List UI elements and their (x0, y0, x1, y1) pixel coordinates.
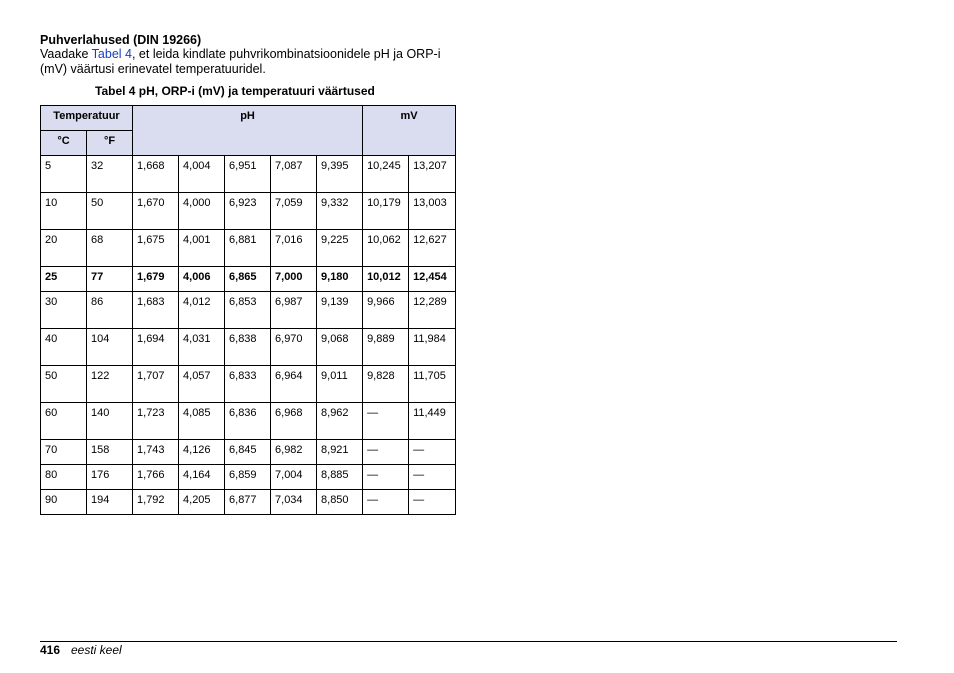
cell-celsius: 25 (41, 267, 87, 292)
cell-mv: 10,179 (363, 193, 409, 230)
cell-ph: 8,885 (317, 465, 363, 490)
table-row (41, 230, 456, 267)
cell-ph: 6,836 (225, 403, 271, 440)
table-row (41, 440, 456, 465)
cell-celsius: 30 (41, 292, 87, 329)
cell-ph: 1,670 (133, 193, 179, 230)
cell-mv: 12,454 (409, 267, 456, 292)
header-fahrenheit: °F (87, 131, 133, 156)
cell-ph: 6,881 (225, 230, 271, 267)
cell-ph: 7,016 (271, 230, 317, 267)
cell-mv: 9,966 (363, 292, 409, 329)
cell-mv: 12,289 (409, 292, 456, 329)
cell-mv: — (409, 465, 456, 490)
cell-celsius: 50 (41, 366, 87, 403)
cell-ph: 6,859 (225, 465, 271, 490)
table-row (41, 193, 456, 230)
cell-ph: 4,057 (179, 366, 225, 403)
cell-fahrenheit: 158 (87, 440, 133, 465)
table-row (41, 329, 456, 366)
cell-ph: 1,694 (133, 329, 179, 366)
cell-mv: — (409, 440, 456, 465)
cell-mv: — (363, 490, 409, 515)
cell-celsius: 90 (41, 490, 87, 515)
cell-ph: 1,675 (133, 230, 179, 267)
cell-mv: — (409, 490, 456, 515)
footer-divider (40, 641, 897, 642)
cell-ph: 8,850 (317, 490, 363, 515)
cell-celsius: 20 (41, 230, 87, 267)
cell-ph: 9,332 (317, 193, 363, 230)
footer-language: eesti keel (71, 643, 122, 657)
cell-ph: 6,833 (225, 366, 271, 403)
cell-ph: 7,087 (271, 156, 317, 193)
cell-ph: 4,164 (179, 465, 225, 490)
intro-text-before: Vaadake (40, 47, 92, 61)
cell-ph: 1,668 (133, 156, 179, 193)
table-row (41, 465, 456, 490)
header-mv: mV (363, 106, 456, 156)
cell-celsius: 40 (41, 329, 87, 366)
cell-mv: — (363, 440, 409, 465)
buffer-table (40, 105, 456, 515)
cell-ph: 6,951 (225, 156, 271, 193)
cell-celsius: 80 (41, 465, 87, 490)
cell-ph: 4,001 (179, 230, 225, 267)
cell-fahrenheit: 32 (87, 156, 133, 193)
cell-celsius: 60 (41, 403, 87, 440)
cell-ph: 1,743 (133, 440, 179, 465)
cell-celsius: 5 (41, 156, 87, 193)
cell-ph: 4,012 (179, 292, 225, 329)
cell-ph: 6,964 (271, 366, 317, 403)
cell-mv: 9,889 (363, 329, 409, 366)
table-caption: Tabel 4 pH, ORP-i (mV) ja temperatuuri väärtused (95, 84, 375, 98)
cell-ph: 9,011 (317, 366, 363, 403)
cell-fahrenheit: 140 (87, 403, 133, 440)
cell-ph: 7,004 (271, 465, 317, 490)
header-celsius: °C (41, 131, 87, 156)
cell-ph: 6,987 (271, 292, 317, 329)
cell-fahrenheit: 194 (87, 490, 133, 515)
cell-mv: 11,705 (409, 366, 456, 403)
cell-mv: 10,245 (363, 156, 409, 193)
cell-ph: 9,395 (317, 156, 363, 193)
cell-celsius: 70 (41, 440, 87, 465)
cell-mv: 10,012 (363, 267, 409, 292)
cell-ph: 6,853 (225, 292, 271, 329)
cell-ph: 6,968 (271, 403, 317, 440)
cell-ph: 6,845 (225, 440, 271, 465)
cell-mv: — (363, 465, 409, 490)
table-row (41, 267, 456, 292)
cell-mv: 10,062 (363, 230, 409, 267)
cell-ph: 9,225 (317, 230, 363, 267)
cell-fahrenheit: 50 (87, 193, 133, 230)
cell-ph: 1,683 (133, 292, 179, 329)
cell-ph: 4,006 (179, 267, 225, 292)
intro-paragraph (40, 47, 460, 77)
cell-ph: 8,921 (317, 440, 363, 465)
cell-ph: 6,982 (271, 440, 317, 465)
intro-text-after: , et leida kindlate puhvrikombinatsioonidele pH ja ORP-i (mV) väärtusi erinevatel temperatuuridel. (40, 47, 441, 76)
cell-mv: 12,627 (409, 230, 456, 267)
cell-ph: 4,205 (179, 490, 225, 515)
cell-ph: 7,059 (271, 193, 317, 230)
cell-ph: 8,962 (317, 403, 363, 440)
table-row (41, 156, 456, 193)
cell-ph: 4,004 (179, 156, 225, 193)
section-title: Puhverlahused (DIN 19266) (40, 33, 202, 47)
cell-ph: 6,838 (225, 329, 271, 366)
header-temperature: Temperatuur (41, 106, 133, 131)
cell-ph: 7,000 (271, 267, 317, 292)
cell-fahrenheit: 122 (87, 366, 133, 403)
cell-ph: 7,034 (271, 490, 317, 515)
cell-ph: 1,707 (133, 366, 179, 403)
cell-ph: 6,877 (225, 490, 271, 515)
table-row (41, 366, 456, 403)
cell-fahrenheit: 68 (87, 230, 133, 267)
cell-ph: 6,970 (271, 329, 317, 366)
cell-mv: 9,828 (363, 366, 409, 403)
cell-ph: 1,766 (133, 465, 179, 490)
cell-mv: 13,207 (409, 156, 456, 193)
header-ph: pH (133, 106, 363, 156)
table-row (41, 403, 456, 440)
table-row (41, 490, 456, 515)
table-reference-link[interactable]: Tabel 4 (91, 47, 132, 61)
cell-ph: 4,031 (179, 329, 225, 366)
cell-ph: 4,126 (179, 440, 225, 465)
cell-fahrenheit: 77 (87, 267, 133, 292)
table-body (41, 156, 456, 515)
cell-mv: 11,449 (409, 403, 456, 440)
cell-ph: 1,792 (133, 490, 179, 515)
cell-ph: 9,139 (317, 292, 363, 329)
cell-mv: — (363, 403, 409, 440)
cell-ph: 4,000 (179, 193, 225, 230)
cell-celsius: 10 (41, 193, 87, 230)
cell-ph: 9,180 (317, 267, 363, 292)
cell-ph: 9,068 (317, 329, 363, 366)
cell-mv: 11,984 (409, 329, 456, 366)
cell-fahrenheit: 176 (87, 465, 133, 490)
cell-fahrenheit: 86 (87, 292, 133, 329)
cell-ph: 1,723 (133, 403, 179, 440)
cell-fahrenheit: 104 (87, 329, 133, 366)
cell-mv: 13,003 (409, 193, 456, 230)
cell-ph: 6,865 (225, 267, 271, 292)
cell-ph: 1,679 (133, 267, 179, 292)
table-row (41, 292, 456, 329)
cell-ph: 4,085 (179, 403, 225, 440)
page-number: 416 (40, 643, 61, 657)
cell-ph: 6,923 (225, 193, 271, 230)
